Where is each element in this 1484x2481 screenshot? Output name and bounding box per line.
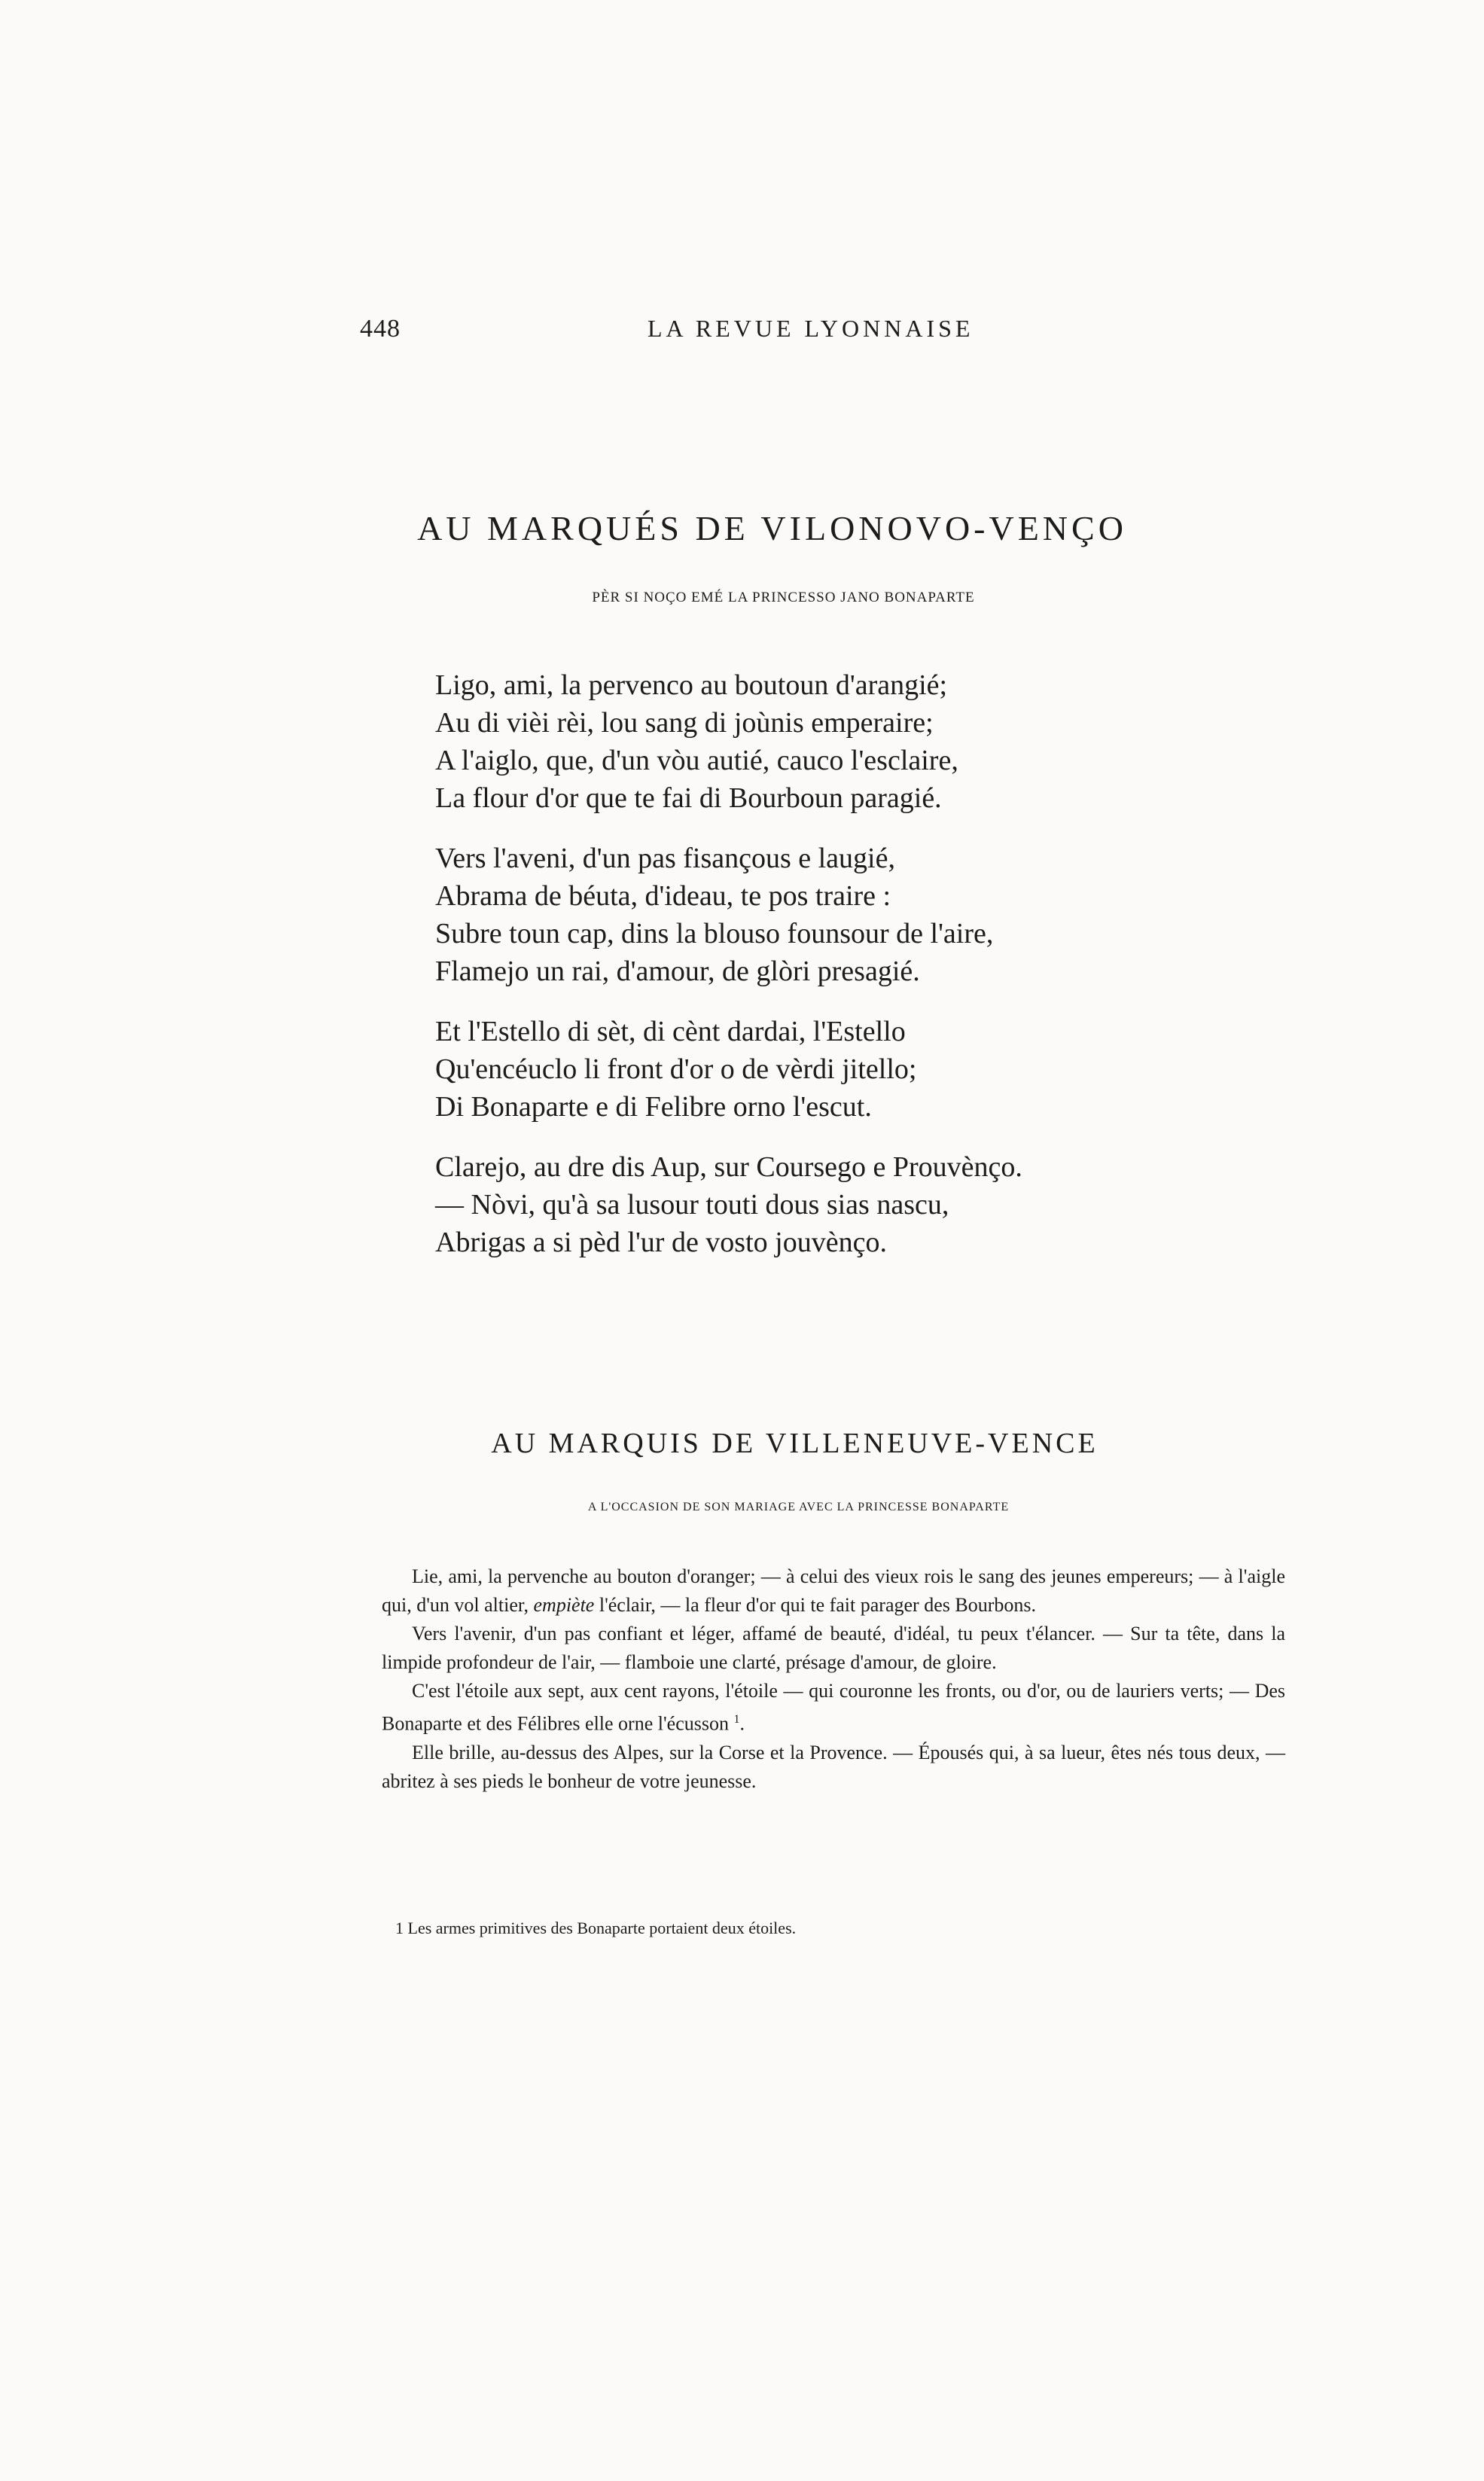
footnote-text: Les armes primitives des Bonaparte portaient deux étoiles. — [407, 1919, 797, 1937]
poem-dedication: PÈR SI NOÇO EMÉ LA PRINCESSO JANO BONAPARTE — [592, 590, 975, 605]
verse-line: La flour d'or que te fai di Bourboun paragié. — [435, 782, 942, 814]
footnote-reference: 1 — [733, 1713, 740, 1726]
prose-paragraph — [382, 1562, 1285, 1620]
verse-line: Abrigas a si pèd l'ur de vosto jouvènço. — [435, 1227, 887, 1258]
stanza — [435, 1148, 1188, 1261]
translation-dedication: A L'OCCASION DE SON MARIAGE AVEC LA PRINCESSE BONAPARTE — [587, 1501, 1010, 1513]
paragraph-text: C'est l'étoile aux sept, aux cent rayons, l'étoile — qui couronne les fronts, ou d'or, ou de lauriers verts; — Des Bonaparte et des Félibres elle orne l'écusson — [382, 1680, 1285, 1735]
verse-line: Clarejo, au dre dis Aup, sur Coursego e Prouvènço. — [435, 1151, 1022, 1183]
verse-line: Ligo, ami, la pervenco au boutoun d'arangié; — [435, 669, 948, 701]
paragraph-text: Elle brille, au-dessus des Alpes, sur la Corse et la Provence. — Épousés qui, à sa lueur, êtes nés tous deux, — abritez à ses pieds le bonheur de votre jeunesse. — [382, 1741, 1285, 1792]
poem-body — [435, 666, 1188, 1284]
verse-line: Subre toun cap, dins la blouso founsour de l'aire, — [435, 918, 994, 949]
page-number: 448 — [360, 315, 401, 343]
stanza — [435, 1013, 1188, 1126]
footnote-mark: 1 — [395, 1919, 404, 1937]
verse-line: — Nòvi, qu'à sa lusour touti dous sias nascu, — [435, 1189, 949, 1221]
verse-line: Qu'encéuclo li front d'or o de vèrdi jitello; — [435, 1053, 917, 1085]
verse-line: Abrama de béuta, d'ideau, te pos traire : — [435, 880, 891, 912]
paragraph-text: l'éclair, — la fleur d'or qui te fait parager des Bourbons. — [594, 1594, 1036, 1616]
footnote — [395, 1919, 796, 1938]
verse-line: Flamejo un rai, d'amour, de glòri presagié. — [435, 956, 920, 987]
translation-body — [382, 1562, 1285, 1796]
verse-line: Au di vièi rèi, lou sang di joùnis emperaire; — [435, 707, 934, 739]
prose-paragraph: C'est l'étoile aux sept, aux cent rayons, l'étoile — qui couronne les fronts, ou d'or, ou de lauriers verts; — Des Bonaparte et des Félibres elle orne l'écusson $^1$. — [382, 1680, 1285, 1735]
prose-paragraph — [382, 1739, 1285, 1796]
paragraph-text: Lie, ami, la pervenche au bouton d'oranger; — à celui des vieux rois le sang des jeunes empereurs; — à l'aigle qui, d'un vol altier, — [382, 1565, 1285, 1616]
page-header — [0, 315, 1484, 352]
verse-line: A l'aiglo, que, d'un vòu autié, cauco l'esclaire, — [435, 745, 958, 776]
verse-line: Di Bonaparte e di Felibre orno l'escut. — [435, 1091, 872, 1123]
stanza — [435, 840, 1188, 990]
paragraph-text: Vers l'avenir, d'un pas confiant et léger, affamé de beauté, d'idéal, tu peux t'élancer. — Sur ta tête, dans la limpide profondeur de l'air, — flamboie une clarté, présage d'amour, de gloire. — [382, 1623, 1285, 1673]
poem-title: AU MARQUÉS DE VILONOVO-VENÇO — [417, 509, 1127, 547]
stanza — [435, 666, 1188, 817]
verse-line: Et l'Estello di sèt, di cènt dardai, l'Estello — [435, 1016, 906, 1047]
prose-paragraph — [382, 1620, 1285, 1677]
translation-title: AU MARQUIS DE VILLENEUVE-VENCE — [491, 1428, 1099, 1459]
running-title: LA REVUE LYONNAISE — [648, 315, 974, 342]
verse-line: Vers l'aveni, d'un pas fisançous e laugié, — [435, 843, 895, 874]
emphasized-word: empiète — [533, 1594, 595, 1616]
